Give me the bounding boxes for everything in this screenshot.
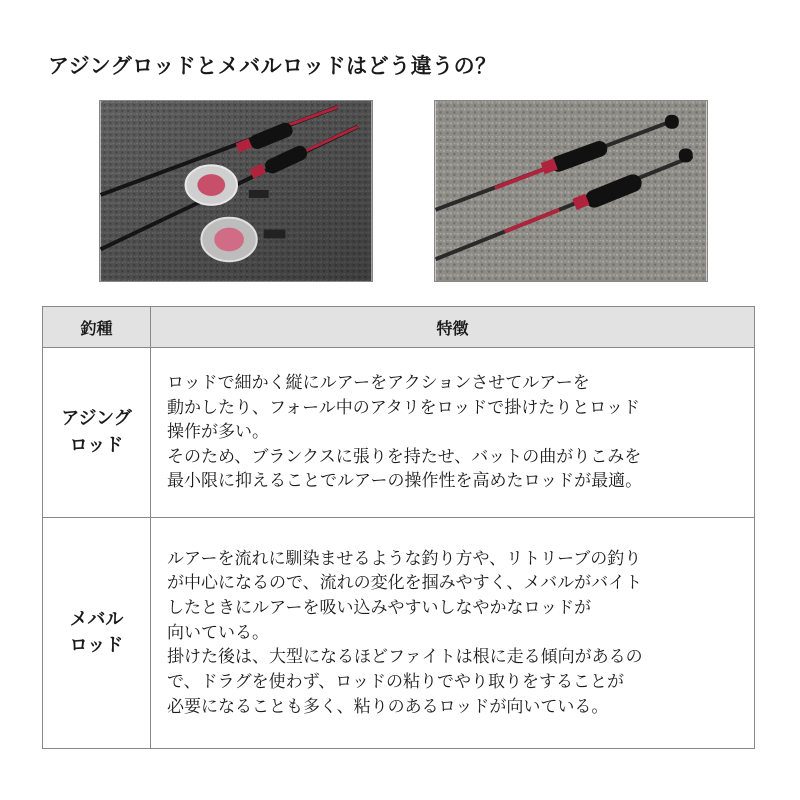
features-text-line: 最小限に抑えることでルアーの操作性を高めたロッドが最適。 xyxy=(167,471,643,492)
table-row xyxy=(43,518,755,749)
features-text-line: ルアーを流れに馴染ませるような釣り方や、リトリーブの釣り xyxy=(167,548,642,569)
features-text-line: そのため、ブランクスに張りを持たせ、バットの曲がりこみを xyxy=(167,446,642,467)
table-row xyxy=(43,348,755,518)
rod-photo-grips xyxy=(434,100,708,282)
rod-photo-reels-image xyxy=(100,101,372,281)
features-text-line: 掛けた後は、大型になるほどファイトは根に走る傾向があるの xyxy=(167,647,643,668)
features-text-line: 必要になることも多く、粘りのあるロッドが向いている。 xyxy=(167,696,609,717)
features-text-line: したときにルアーを吸い込みやすいしなやかなロッドが xyxy=(167,598,592,619)
rod-photo-reels xyxy=(99,100,373,282)
fishing-type-label: ロッド xyxy=(69,635,124,656)
fishing-type-label: アジング xyxy=(61,408,132,430)
fishing-type-cell xyxy=(43,348,151,518)
fishing-type-label: ロッド xyxy=(69,434,124,456)
features-text-line: 操作が多い。 xyxy=(167,422,269,443)
features-text-line: が中心になるので、流れの変化を掴みやすく、メバルがバイト xyxy=(167,573,643,594)
fishing-type-cell xyxy=(43,518,151,749)
page-title: アジングロッドとメバルロッドはどう違うの？ xyxy=(48,54,497,78)
features-text-line: 向いている。 xyxy=(167,622,269,643)
rod-comparison-table xyxy=(42,306,755,749)
features-cell xyxy=(151,348,755,518)
features-text-line: 動かしたり、フォール中のアタリをロッドで掛けたりとロッド xyxy=(167,397,640,418)
features-text-line: で、ドラグを使わず、ロッドの粘りでやり取りをすることが xyxy=(167,671,624,692)
rod-photo-grips-image xyxy=(435,101,707,281)
fishing-type-label: メバル xyxy=(69,608,124,630)
header-features: 特徴 xyxy=(151,307,755,348)
table-header-row xyxy=(43,307,755,348)
features-cell xyxy=(151,518,755,749)
features-text-line: ロッドで細かく縦にルアーをアクションさせてルアーを xyxy=(167,372,590,393)
header-fishing-type: 釣種 xyxy=(43,307,151,348)
